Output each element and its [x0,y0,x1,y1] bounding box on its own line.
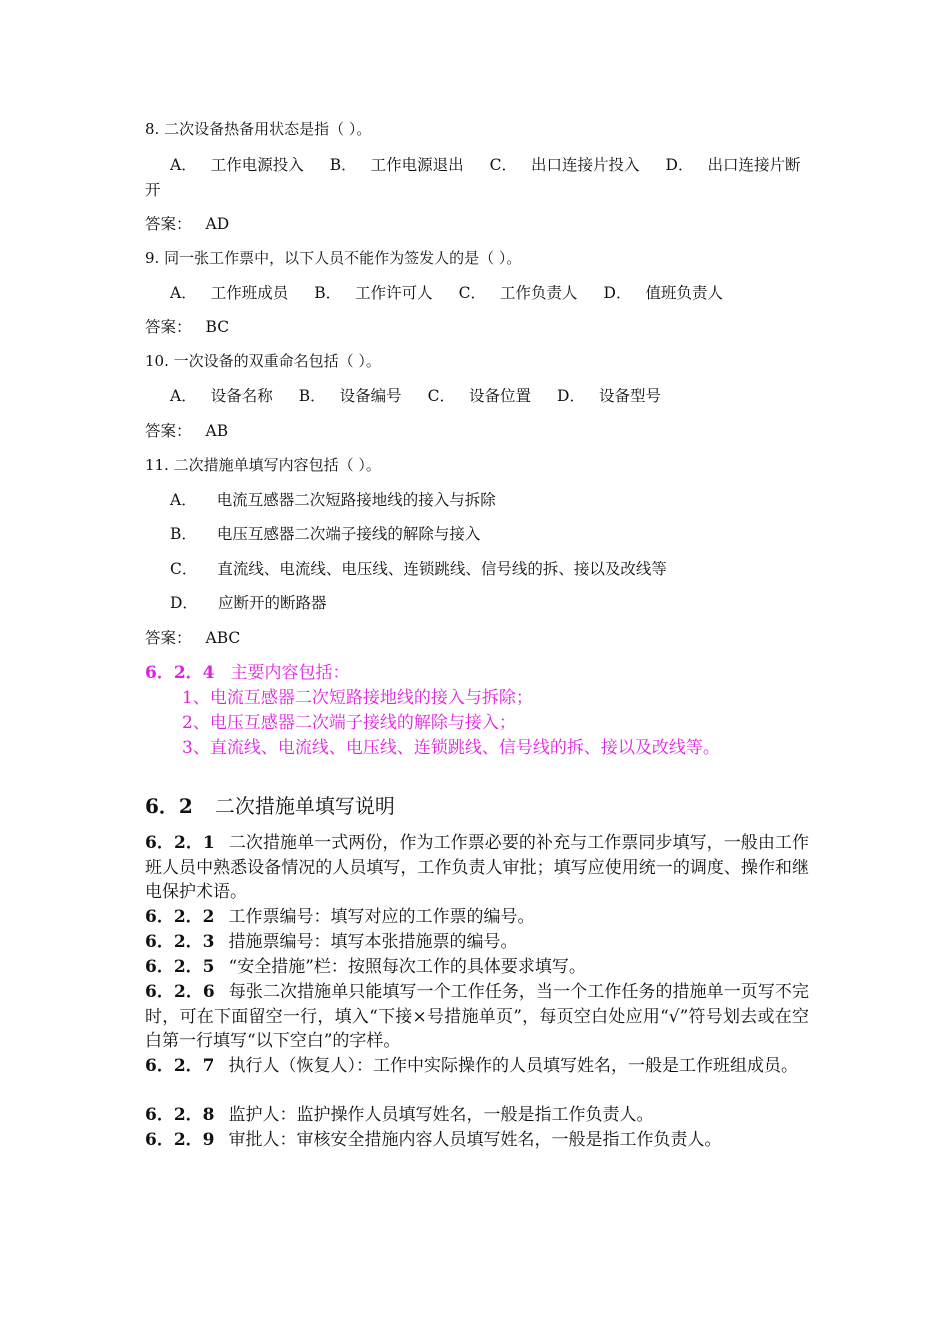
option-text: 直流线、电流线、电压线、连锁跳线、信号线的拆、接以及改线等 [217,560,667,578]
option-text: 值班负责人 [645,284,723,302]
paragraph-text: 监护人：监护操作人员填写姓名，一般是指工作负责人。 [228,1105,654,1125]
paragraph-number: 6．2．3 [145,932,215,952]
answer-line [145,419,228,441]
answer-label: 答案： [145,629,192,647]
option-wrap: 开 [145,181,161,199]
option-text: 设备名称 [210,387,273,405]
section-paragraph [145,930,809,955]
highlight-item: 1、电流互感器二次短路接地线的接入与拆除； [182,688,533,708]
answer-line [145,315,229,337]
question-stem: 11. 二次措施单填写内容包括（ ）。 [145,456,381,474]
paragraph-text: 每张二次措施单只能填写一个工作任务，当一个工作任务的措施单一页写不完时，可在下面留空一行，填入“下接×号措施单页”，每页空白处应用“√”符号划去或在空白第一行填写“以下空白”的字样。 [145,982,809,1051]
option-letter: C． [170,560,198,578]
section-paragraph [145,905,809,930]
option-letter: D． [603,284,632,302]
option-letter: A． [170,284,197,302]
highlight-item: 2、电压互感器二次端子接线的解除与接入； [182,713,516,733]
section-paragraph [145,1128,809,1153]
option-text: 电压互感器二次端子接线的解除与接入 [216,525,481,543]
option-letter: B． [170,525,197,543]
option-line [170,522,480,544]
section-title [145,790,395,819]
option-letter: B． [329,156,357,174]
paragraph-text: “安全措施”栏：按照每次工作的具体要求填写。 [228,957,586,977]
section-paragraph [145,980,809,1054]
paragraph-number: 6．2．6 [145,982,215,1002]
option-text: 应断开的断路器 [217,594,327,612]
section-paragraph [145,831,809,905]
paragraph-number: 6．2．2 [145,907,215,927]
option-line [170,488,496,510]
section-paragraph [145,1054,809,1079]
answer-value: AB [205,422,229,440]
option-letter: B． [298,387,326,405]
section-paragraph [145,1103,809,1128]
option-text: 电流互感器二次短路接地线的接入与拆除 [216,491,496,509]
question-stem: 10. 一次设备的双重命名包括（ ）。 [145,352,381,370]
paragraph-number: 6．2．5 [145,957,215,977]
option-text: 工作电源退出 [370,156,464,174]
paragraph-text: 措施票编号：填写本张措施票的编号。 [228,932,518,952]
option-text: 出口连接片投入 [531,156,640,174]
option-letter: A． [170,491,197,509]
paragraph-number: 6．2．9 [145,1130,215,1150]
option-line [170,557,667,579]
option-text: 工作负责人 [500,284,578,302]
option-text: 设备编号 [339,387,402,405]
answer-value: ABC [205,629,241,647]
option-text: 出口连接片断 [707,156,801,174]
paragraph-number: 6．2．1 [145,833,215,853]
highlight-item: 3、直流线、电流线、电压线、连锁跳线、信号线的拆、接以及改线等。 [182,738,720,758]
paragraph-text: 执行人（恢复人）：工作中实际操作的人员填写姓名，一般是工作班组成员。 [228,1056,798,1076]
answer-line [145,212,229,234]
option-text: 工作许可人 [355,284,433,302]
option-letter: C． [427,387,455,405]
option-text: 设备型号 [598,387,661,405]
answer-value: AD [205,215,230,233]
question-options [170,281,723,303]
answer-value: BC [205,318,230,336]
question-stem: 8. 二次设备热备用状态是指（ ）。 [145,120,372,138]
option-letter: C． [458,284,486,302]
paragraph-text: 二次措施单一式两份，作为工作票必要的补充与工作票同步填写，一般由工作班人员中熟悉设备情况的人员填写，工作负责人审批；填写应使用统一的调度、操作和继电保护术语。 [145,833,809,902]
answer-label: 答案： [145,318,192,336]
section-paragraph [145,955,809,980]
answer-label: 答案： [145,422,192,440]
option-text: 设备位置 [469,387,532,405]
highlight-number: 6．2．4 [145,663,215,683]
option-line [170,591,326,613]
question-stem: 9. 同一张工作票中，以下人员不能作为签发人的是（ ）。 [145,249,522,267]
option-letter: A． [170,387,197,405]
option-letter: B． [314,284,342,302]
question-options [170,153,800,175]
section-title-text: 二次措施单填写说明 [214,794,395,818]
paragraph-number: 6．2．8 [145,1105,215,1125]
option-letter: C． [489,156,517,174]
option-text: 工作电源投入 [210,156,304,174]
paragraph-number: 6．2．7 [145,1056,215,1076]
section-number: 6．2 [145,794,193,818]
option-letter: D． [665,156,694,174]
question-options [170,384,661,406]
option-text: 工作班成员 [210,284,289,302]
option-letter: A． [170,156,197,174]
paragraph-text: 工作票编号：填写对应的工作票的编号。 [228,907,535,927]
answer-label: 答案： [145,215,192,233]
paragraph-text: 审批人：审核安全措施内容人员填写姓名，一般是指工作负责人。 [228,1130,722,1150]
option-letter: D． [170,594,198,612]
option-letter: D． [557,387,585,405]
highlight-title: 主要内容包括： [230,663,350,683]
answer-line [145,626,240,648]
highlight-heading [145,658,350,683]
